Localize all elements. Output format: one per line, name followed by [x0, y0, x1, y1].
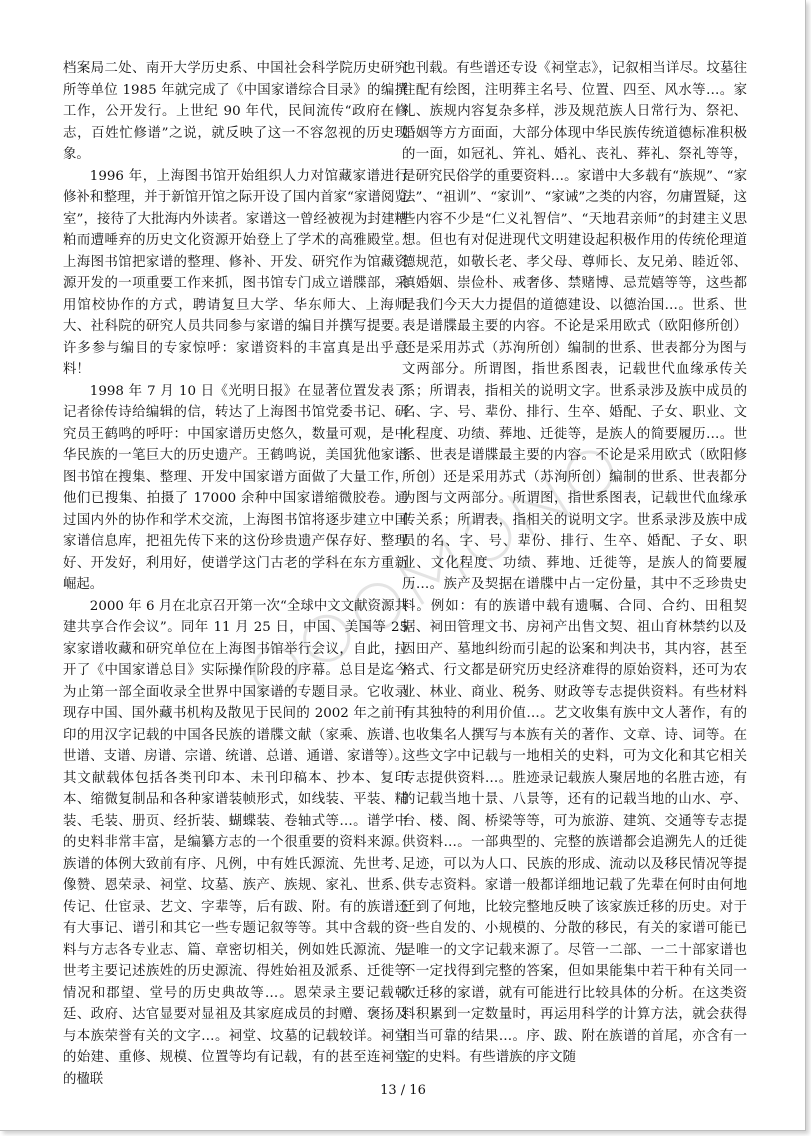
paragraph: 2000 年 6 月在北京召开第一次“全球中文文献资源共建共享合作会议”。同年 11 月 25 日，中国、美国等 25 家家谱收藏和研究单位在上海图书馆举行会议，自此，拉开了《中国家谱总目》实际操作阶段的序幕。总目是迄今为止第一部全面收录全世界中国家谱的专题目录。它收录现存中国、国外藏书机构及散见于民间的 2002 年之前刊印的用汉字记载的中国各民族的谱牒文献（家乘、族谱、世谱、支谱、房谱、宗谱、统谱、总谱、通谱、家谱等）。其文献载体包括各类刊印本、未刊印稿本、抄本、复印本、缩微复制品和各种家谱装帧形式，如线装、平装、精装、毛装、册页、经折装、蝴蝶装、卷轴式等…。谱学中的史料非常丰富，是编纂方志的一个很重要的资料来源。族谱的体例大致前有序、凡例，中有姓氏源流、先世考、像赞、恩荣录、祠堂、坟墓、族产、族规、家礼、世系、传记、仕宦录、艺文、字辈等，后有跋、附。有的族谱还有大事记、谱引和其它一些专题记叙等等。其中含载的资料与方志各专业志、篇、章密切相关，例如姓氏源流、先世考主要记述族姓的历史源流、得姓始祖及派系、迁徙等情况和郡望、堂号的历史典故等…。恩荣录主要记载朝廷、政府、达官显要对显祖及其家庭成员的封赠、褒扬及与本族荣誉有关的文字…。祠堂、坟墓的记载较详。祠堂的始建、重修、规模、位置等均有记载，有的甚至连祠堂的楹联 — [63, 598, 408, 1087]
right-text-column — [402, 58, 747, 1065]
paragraph: 也刊载。有些谱还专设《祠堂志》，记叙相当详尽。坟墓往往配有绘图，注明葬主名号、位置、四至、风水等…。家礼、族规内容复杂多样，涉及规范族人日常行为、祭祀、婚姻等方方面面，大部分体现中华民族传统道德标准积极的一面，如冠礼、笄礼、婚礼、丧礼、葬礼、祭礼等等，是研究民俗学的重要资料…。家谱中大多载有“族规”、“家法”、“祖训”、“家训”、“家诫”之类的内容，勿庸置疑，这些内容不少是“仁义礼智信”、“天地君亲师”的封建主义思想。但也有对促进现代文明建设起积极作用的传统伦理道德规范，如敬长老、孝父母、尊师长、友兄弟、睦近邻、慎婚姻、崇俭朴、戒奢侈、禁赌博、忌荒嬉等等，这些都是我们今天大力提倡的道德建设、以德治国…。世系、世表是谱牒最主要的内容。不论是采用欧式（欧阳修所创）还是采用苏式（苏洵所创）编制的世系、世表都分为图与文两部分。所谓图，指世系图表，记载世代血缘承传关系；所谓表，指相关的说明文字。世系录涉及族中成员的名、字、号、辈份、排行、生卒、婚配、子女、职业、文化程度、功绩、葬地、迁徙等，是族人的简要履历…。世系、世表是谱牒最主要的内容。不论是采用欧式（欧阳修所创）还是采用苏式（苏洵所创）编制的世系、世表都分为图与文两部分。所谓图，指世系图表，记载世代血缘承传关系；所谓表，指相关的说明文字。世系录涉及族中成员的名、字、号、辈份、排行、生卒、婚配、子女、职业、文化程度、功绩、葬地、迁徙等，是族人的简要履历…。族产及契据在谱牒中占一定份量，其中不乏珍贵史料。例如：有的族谱中载有遗嘱、合同、合约、田租契据、祠田管理文书、房祠产出售文契、祖山育林禁约以及因田产、墓地纠纷而引起的讼案和判决书，其内容，甚至格式、行文都是研究历史经济难得的原始资料，还可为农业、林业、商业、税务、财政等专志提供资料。有些材料有其独特的利用价值…。艺文收集有族中文人著作，有的也收集名人撰写与本族有关的著作、文章、诗、词等。在这些文字中记载与一地相关的史料，可为文化和其它相关专志提供资料…。胜迹录记载族人聚居地的名胜古迹，有的记载当地十景、八景等，还有的记载当地的山水、亭、台、楼、阁、桥梁等等，可为旅游、建筑、交通等专志提供资料…。一部典型的、完整的族谱都会追溯先人的迁徙足迹，可以为人口、民族的形成、流动以及移民情况等提供专志资料。家谱一般都详细地记载了先辈在何时由何地迁到了何地，比较完整地反映了该家族迁移的历史。对于一些自发的、小规模的、分散的移民，有关的家谱可能已是唯一的文字记载来源了。尽管一二部、一二十部家谱也不一定找得到完整的答案，但如果能集中若干种有关同一次迁移的家谱，就有可能进行比较具体的分析。在这类资料积累到一定数量时，再运用科学的计算方法，就会获得相当可靠的结果…。序、跋、附在族谱的首尾，亦含有一定的史料。有些谱族的序文随 — [402, 61, 747, 1065]
left-text-column — [63, 58, 408, 1087]
page-number: 13 / 16 — [380, 1083, 426, 1098]
paragraph: 1996 年，上海图书馆开始组织人力对馆藏家谱进行修补和整理，并于新馆开馆之际开设了国内首家“家谱阅览室”，接待了大批海内外读者。家谱这一曾经被视为封建糟粕而遭唾弃的历史文化资源开始登上了学术的高雅殿堂。上海图书馆把家谱的整理、修补、开发、研究作为馆藏资源开发的一项重要工作来抓，图书馆专门成立谱牒部，采用馆校协作的方式，聘请复旦大学、华东师大、上海师大、社科院的研究人员共同参与家谱的编目并撰写提要。许多参与编目的专家惊呼：家谱资料的丰富真是出乎意料！ — [63, 168, 408, 377]
paragraph: 档案局二处、南开大学历史系、中国社会科学院历史研究所等单位 1985 年就完成了《中国家谱综合目录》的编撰工作，公开发行。上世纪 90 年代，民间流传“政府在修志，百姓忙修谱”之说，就反映了这一不容忽视的历史现象。 — [63, 61, 408, 162]
paragraph: 1998 年 7 月 10 日《光明日报》在显著位置发表了记者徐传诗给编辑的信，转达了上海图书馆党委书记、研究员王鹤鸣的呼吁：中国家谱历史悠久，数量可观，是中华民族的一笔巨大的历史遗产。王鹤鸣说，美国犹他家谱图书馆在搜集、整理、开发中国家谱方面做了大量工作，他们已搜集、拍摄了 17000 余种中国家谱缩微胶卷。通过国内外的协作和学术交流，上海图书馆将逐步建立中国家谱信息库，把祖先传下来的这份珍贵遗产保存好、整理好、开发好，利用好，使谱学这门古老的学科在东方重新崛起。 — [63, 383, 408, 592]
